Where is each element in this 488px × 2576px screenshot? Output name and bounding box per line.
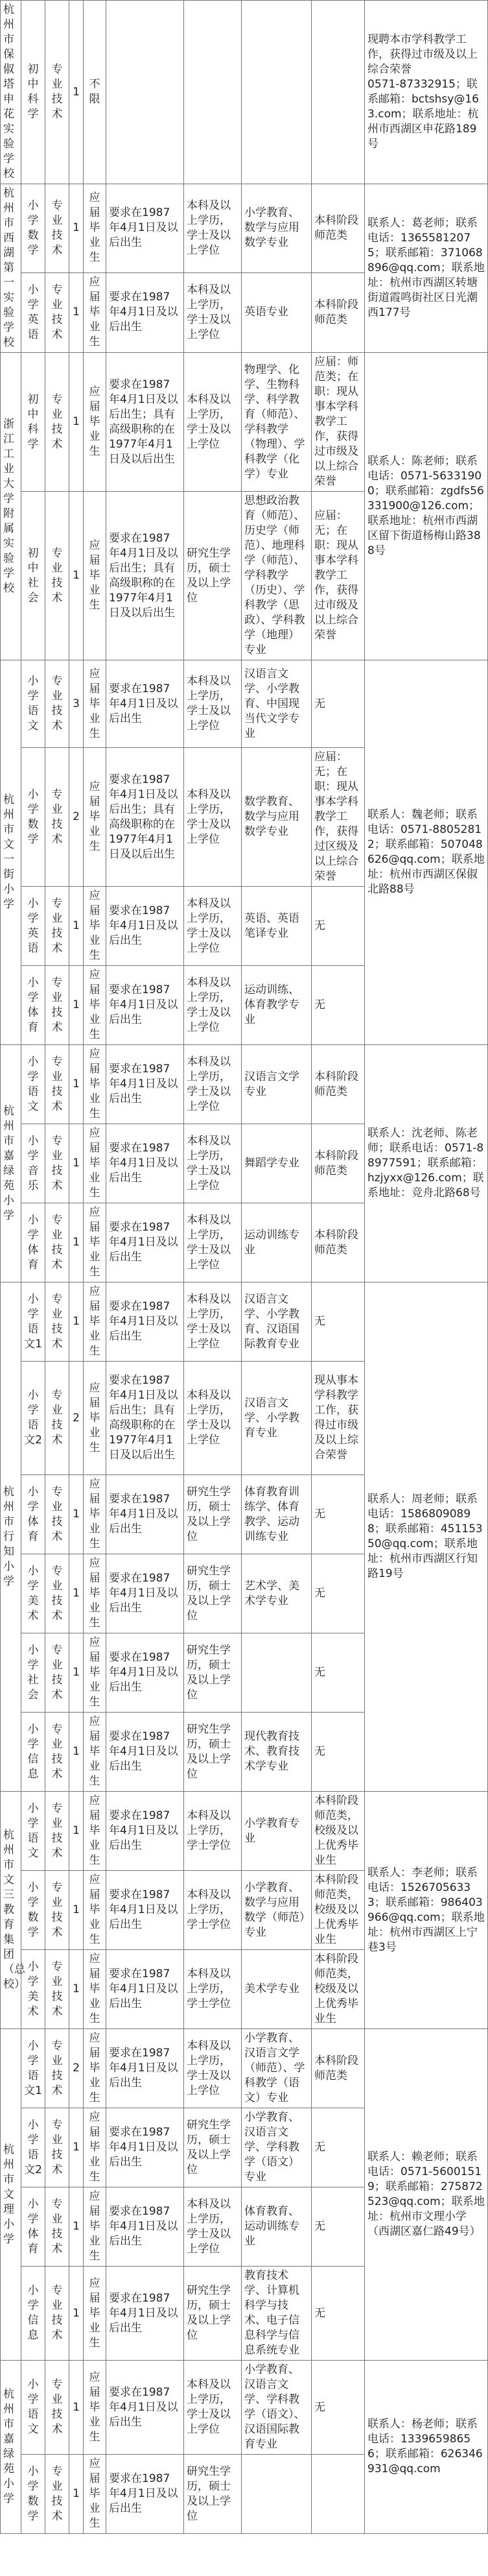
school-name-cell: 杭州市文一街小学 [1, 660, 21, 1045]
post-name-cell: 初中科学 [21, 353, 45, 492]
post-type-cell: 专业技术 [45, 492, 69, 660]
other-requirement-cell: 本科阶段师范类，校级及以上优秀毕业生 [312, 1871, 365, 1950]
candidate-source-cell: 应届毕业生 [84, 1475, 106, 1554]
candidate-source-cell: 应届毕业生 [84, 353, 106, 492]
post-type-cell: 专业技术 [45, 660, 69, 748]
other-requirement-cell: 本科阶段师范类 [312, 272, 365, 352]
candidate-source-cell: 应届毕业生 [84, 2029, 106, 2108]
candidate-source-cell: 应届毕业生 [84, 272, 106, 352]
post-type-cell: 专业技术 [45, 2455, 69, 2534]
contact-info-cell: 联系人：魏老师；联系电话：0571-88052812；联系邮箱：507048626@qq.com；联系地址：杭州市西湖区保俶北路88号 [365, 660, 488, 1045]
post-type-cell: 专业技术 [45, 1045, 69, 1124]
post-name-cell: 初中科学 [21, 1, 45, 184]
other-requirement-cell: 本科阶段师范类，校级及以上优秀毕业生 [312, 1792, 365, 1871]
post-type-cell: 专业技术 [45, 2108, 69, 2187]
post-type-cell: 专业技术 [45, 1792, 69, 1871]
candidate-source-cell: 应届毕业生 [84, 887, 106, 966]
education-requirement-cell: 本科及以上学历，学士及以上学位 [184, 2029, 242, 2108]
post-type-cell: 专业技术 [45, 1124, 69, 1203]
candidate-source-cell: 应届毕业生 [84, 492, 106, 660]
major-requirement-cell: 汉语言文学专业 [242, 1045, 312, 1124]
candidate-source-cell: 应届毕业生 [84, 2108, 106, 2187]
education-requirement-cell: 研究生学历，硕士及以上学位 [184, 1475, 242, 1554]
candidate-source-cell: 应届毕业生 [84, 1045, 106, 1124]
other-requirement-cell: 本科阶段师范类 [312, 1203, 365, 1282]
age-requirement-cell: 要求在1987年4月1日及以后出生 [106, 1713, 184, 1792]
age-requirement-cell: 要求在1987年4月1日及以后出生 [106, 660, 184, 748]
candidate-source-cell: 不限 [84, 1, 106, 184]
other-requirement-cell: 本科阶段师范类 [312, 1045, 365, 1124]
table-body [1, 1, 488, 2534]
education-requirement-cell: 本科及以上学历，学士及以上学位 [184, 184, 242, 273]
education-requirement-cell: 本科及以上学历，学士学位 [184, 1792, 242, 1871]
contact-details: 0571-87332915；联系邮箱：bctshsy@163.com；联系地址：杭州市西湖区申花路189号 [367, 78, 479, 150]
post-type-cell: 专业技术 [45, 1871, 69, 1950]
education-requirement-cell: 本科及以上学历，学士及以上学位 [184, 887, 242, 966]
post-name-cell: 小学英语 [21, 272, 45, 352]
post-type-cell: 专业技术 [45, 1282, 69, 1362]
post-name-cell: 小学数学 [21, 184, 45, 273]
education-requirement-cell: 研究生学历，硕士及以上学位 [184, 1713, 242, 1792]
education-requirement-cell: 本科及以上学历，学士及以上学位 [184, 1203, 242, 1282]
post-type-cell: 专业技术 [45, 966, 69, 1045]
table-row [1, 660, 488, 748]
table-row [1, 1792, 488, 1871]
post-type-cell: 专业技术 [45, 2361, 69, 2455]
contact-info-cell [365, 1, 488, 184]
age-requirement-cell: 要求在1987年4月1日及以后出生 [106, 2361, 184, 2455]
hire-count-cell: 1 [69, 1950, 84, 2029]
education-requirement-cell: 本科及以上学历，学士及以上学位 [184, 2361, 242, 2455]
post-name-cell: 小学语文2 [21, 2108, 45, 2187]
post-name-cell: 小学体育 [21, 1475, 45, 1554]
age-requirement-cell: 要求在1987年4月1日及以后出生 [106, 966, 184, 1045]
candidate-source-cell: 应届毕业生 [84, 2455, 106, 2534]
other-requirement-cell: 无 [312, 2187, 365, 2267]
hire-count-cell: 1 [69, 1, 84, 184]
post-name-cell: 小学信息 [21, 2267, 45, 2361]
table-row [1, 1282, 488, 1362]
contact-info-cell: 联系人：赖老师；联系电话：0571-56001519；联系邮箱：275872523@qq.com；联系地址：杭州市文理小学（西湖区嘉仁路49号） [365, 2029, 488, 2361]
age-requirement-cell: 要求在1987年4月1日及以后出生 [106, 2267, 184, 2361]
major-requirement-cell: 体育教育训练学、体育教学、运动训练专业 [242, 1475, 312, 1554]
candidate-source-cell: 应届毕业生 [84, 1713, 106, 1792]
post-name-cell: 小学数学 [21, 1871, 45, 1950]
education-requirement-cell: 本科及以上学历，学士学位 [184, 1871, 242, 1950]
major-requirement-cell: 小学教育、数学与应用数学（师范）专业 [242, 1871, 312, 1950]
major-requirement-cell: 运动训练专业 [242, 1203, 312, 1282]
post-type-cell: 专业技术 [45, 272, 69, 352]
post-type-cell: 专业技术 [45, 887, 69, 966]
post-name-cell: 小学信息 [21, 1713, 45, 1792]
post-name-cell: 小学语文2 [21, 1362, 45, 1475]
candidate-source-cell: 应届毕业生 [84, 748, 106, 887]
school-name-cell: 杭州市文三教育集团（总校） [1, 1792, 21, 2029]
candidate-source-cell: 应届毕业生 [84, 1554, 106, 1633]
other-requirement-cell: 现从事本学科教学工作，获得过市级及以上综合荣誉 [312, 1362, 365, 1475]
other-requirement-cell: 应届：无；在职：现从事本学科教学工作，获得过区级及以上综合荣誉 [312, 748, 365, 887]
major-requirement-cell: 美术学专业 [242, 1950, 312, 2029]
hire-count-cell: 1 [69, 1045, 84, 1124]
major-requirement-cell: 小学教育、汉语言文学（师范）、学科教学（语文）专业 [242, 2029, 312, 2108]
contact-note: 现聘本市学科教学工作，获得过市级及以上综合荣誉 [367, 33, 478, 76]
major-requirement-cell: 艺术学、美术学专业 [242, 1554, 312, 1633]
age-requirement-cell: 要求在1987年4月1日及以后出生；具有高级职称的在1977年4月1日及以后出生 [106, 748, 184, 887]
major-requirement-cell: 数学教育、数学与应用数学专业 [242, 748, 312, 887]
major-requirement-cell: 教育技术学、计算机科学与技术、电子信息科学与信息系统专业 [242, 2267, 312, 2361]
hire-count-cell: 1 [69, 492, 84, 660]
major-requirement-cell: 汉语言文学、小学教育、中国现当代文学专业 [242, 660, 312, 748]
hire-count-cell: 2 [69, 1362, 84, 1475]
major-requirement-cell [242, 2455, 312, 2534]
age-requirement-cell: 要求在1987年4月1日及以后出生 [106, 1475, 184, 1554]
education-requirement-cell: 本科及以上学历，学士及以上学位 [184, 272, 242, 352]
hire-count-cell: 1 [69, 2187, 84, 2267]
major-requirement-cell: 运动训练、体育教学专业 [242, 966, 312, 1045]
candidate-source-cell: 应届毕业生 [84, 1362, 106, 1475]
age-requirement-cell: 要求在1987年4月1日及以后出生 [106, 1045, 184, 1124]
other-requirement-cell: 本科阶段师范类 [312, 2029, 365, 2108]
post-name-cell: 小学体育 [21, 2187, 45, 2267]
major-requirement-cell: 思想政治教育（师范）、历史学（师范）、地理科学（师范）、学科教学（历史）、学科教学（思政）、学科教学（地理）专业 [242, 492, 312, 660]
hire-count-cell: 1 [69, 1633, 84, 1713]
education-requirement-cell: 研究生学历，硕士及以上学位 [184, 492, 242, 660]
hire-count-cell: 1 [69, 887, 84, 966]
major-requirement-cell: 物理学、化学、生物科学、科学教育（师范）、学科教学（物理）、学科教学（化学）专业 [242, 353, 312, 492]
education-requirement-cell: 本科及以上学历，学士及以上学位 [184, 353, 242, 492]
hire-count-cell: 1 [69, 184, 84, 273]
hire-count-cell: 1 [69, 2108, 84, 2187]
contact-info-cell: 联系人：杨老师；联系电话：13396598656；联系邮箱：626346931@qq.com [365, 2361, 488, 2534]
other-requirement-cell: 无 [312, 2361, 365, 2455]
other-requirement-cell: 无 [312, 1713, 365, 1792]
major-requirement-cell: 小学教育、汉语言文学、学科教学（语文）、汉语国际教育专业 [242, 2361, 312, 2455]
post-name-cell: 初中社会 [21, 492, 45, 660]
hire-count-cell: 1 [69, 1871, 84, 1950]
candidate-source-cell: 应届毕业生 [84, 1950, 106, 2029]
candidate-source-cell: 应届毕业生 [84, 1633, 106, 1713]
age-requirement-cell: 要求在1987年4月1日及以后出生 [106, 2108, 184, 2187]
candidate-source-cell: 应届毕业生 [84, 2267, 106, 2361]
hire-count-cell: 1 [69, 2455, 84, 2534]
candidate-source-cell: 应届毕业生 [84, 2361, 106, 2455]
post-type-cell: 专业技术 [45, 748, 69, 887]
school-name-cell: 杭州市嘉绿苑小学 [1, 1045, 21, 1282]
post-type-cell: 专业技术 [45, 353, 69, 492]
education-requirement-cell: 研究生学历，硕士及以上学位 [184, 2267, 242, 2361]
hire-count-cell: 1 [69, 2361, 84, 2455]
post-type-cell: 专业技术 [45, 2187, 69, 2267]
education-requirement-cell: 研究生学历，硕士及以上学位 [184, 2108, 242, 2187]
other-requirement-cell: 无 [312, 887, 365, 966]
other-requirement-cell: 无 [312, 1554, 365, 1633]
major-requirement-cell: 汉语言文学、小学教育、汉语国际教育专业 [242, 1282, 312, 1362]
hire-count-cell: 1 [69, 1713, 84, 1792]
age-requirement-cell: 要求在1987年4月1日及以后出生 [106, 1950, 184, 2029]
age-requirement-cell: 要求在1987年4月1日及以后出生 [106, 2455, 184, 2534]
other-requirement-cell: 应届：师范类；在职：现从事本学科教学工作，获得过市级及以上综合荣誉 [312, 353, 365, 492]
post-name-cell: 小学社会 [21, 1633, 45, 1713]
major-requirement-cell [242, 1, 312, 184]
major-requirement-cell: 舞蹈学专业 [242, 1124, 312, 1203]
education-requirement-cell: 本科及以上学历，学士学位 [184, 1950, 242, 2029]
hire-count-cell: 1 [69, 1282, 84, 1362]
other-requirement-cell: 无 [312, 966, 365, 1045]
hire-count-cell: 1 [69, 966, 84, 1045]
other-requirement-cell: 无 [312, 1282, 365, 1362]
age-requirement-cell: 要求在1987年4月1日及以后出生 [106, 1282, 184, 1362]
contact-info-cell: 联系人：李老师；联系电话：15267056333；联系邮箱：986403966@qq.com；联系地址：杭州市西湖区上宁巷3号 [365, 1792, 488, 2029]
hire-count-cell: 1 [69, 1203, 84, 1282]
candidate-source-cell: 应届毕业生 [84, 1871, 106, 1950]
candidate-source-cell: 应届毕业生 [84, 660, 106, 748]
table-row [1, 1045, 488, 1124]
contact-info-cell: 联系人：陈老师；联系电话：0571-56331900；联系邮箱：zgdfs56331900@126.com；联系地址：杭州市西湖区留下街道杨梅山路388号 [365, 353, 488, 660]
post-type-cell: 专业技术 [45, 1, 69, 184]
hire-count-cell: 1 [69, 353, 84, 492]
other-requirement-cell: 无 [312, 2267, 365, 2361]
major-requirement-cell: 体育教育、运动训练专业 [242, 2187, 312, 2267]
post-type-cell: 专业技术 [45, 1713, 69, 1792]
other-requirement-cell: 无 [312, 660, 365, 748]
school-name-cell: 浙江工业大学附属实验学校 [1, 353, 21, 660]
other-requirement-cell: 无 [312, 1475, 365, 1554]
age-requirement-cell: 要求在1987年4月1日及以后出生 [106, 887, 184, 966]
post-name-cell: 小学音乐 [21, 1124, 45, 1203]
post-name-cell: 小学美术 [21, 1950, 45, 2029]
hire-count-cell: 1 [69, 1792, 84, 1871]
major-requirement-cell: 现代教育技术、教育技术学专业 [242, 1713, 312, 1792]
hire-count-cell: 1 [69, 272, 84, 352]
hire-count-cell: 2 [69, 2029, 84, 2108]
candidate-source-cell: 应届毕业生 [84, 1203, 106, 1282]
post-name-cell: 小学语文1 [21, 2029, 45, 2108]
post-type-cell: 专业技术 [45, 184, 69, 273]
school-name-cell: 杭州市行知小学 [1, 1282, 21, 1792]
post-name-cell: 小学语文 [21, 1792, 45, 1871]
major-requirement-cell: 英语、英语笔译专业 [242, 887, 312, 966]
school-name-cell: 杭州市保俶塔申花实验学校 [1, 1, 21, 184]
age-requirement-cell: 要求在1987年4月1日及以后出生；具有高级职称的在1977年4月1日及以后出生 [106, 492, 184, 660]
post-type-cell: 专业技术 [45, 1633, 69, 1713]
post-name-cell: 小学语文1 [21, 1282, 45, 1362]
candidate-source-cell: 应届毕业生 [84, 1124, 106, 1203]
education-requirement-cell: 本科及以上学历，学士及以上学位 [184, 660, 242, 748]
hire-count-cell: 3 [69, 660, 84, 748]
hire-count-cell: 1 [69, 1124, 84, 1203]
other-requirement-cell: 无 [312, 1633, 365, 1713]
education-requirement-cell: 本科及以上学历，学士及以上学位 [184, 2187, 242, 2267]
education-requirement-cell: 本科及以上学历，学士及以上学位 [184, 1045, 242, 1124]
post-type-cell: 专业技术 [45, 1554, 69, 1633]
education-requirement-cell: 研究生学历，硕士及以上学位 [184, 2455, 242, 2534]
age-requirement-cell: 要求在1987年4月1日及以后出生；具有高级职称的在1977年4月1日及以后出生 [106, 1362, 184, 1475]
post-name-cell: 小学数学 [21, 748, 45, 887]
age-requirement-cell: 要求在1987年4月1日及以后出生 [106, 272, 184, 352]
post-type-cell: 专业技术 [45, 2029, 69, 2108]
hire-count-cell: 1 [69, 1554, 84, 1633]
post-name-cell: 小学语文 [21, 2361, 45, 2455]
education-requirement-cell: 本科及以上学历，学士及以上学位 [184, 966, 242, 1045]
age-requirement-cell: 要求在1987年4月1日及以后出生；具有高级职称的在1977年4月1日及以后出生 [106, 353, 184, 492]
other-requirement-cell: 无 [312, 2108, 365, 2187]
post-name-cell: 小学数学 [21, 2455, 45, 2534]
post-name-cell: 小学体育 [21, 1203, 45, 1282]
table-row [1, 1, 488, 184]
table-row [1, 184, 488, 273]
other-requirement-cell: 应届：无；在职：现从事本学科教学工作，获得过市级及以上综合荣誉 [312, 492, 365, 660]
hire-count-cell: 1 [69, 2267, 84, 2361]
post-name-cell: 小学体育 [21, 966, 45, 1045]
major-requirement-cell: 小学教育、汉语言文学、学科教学（语文）专业 [242, 2108, 312, 2187]
school-name-cell: 杭州市文理小学 [1, 2029, 21, 2361]
age-requirement-cell: 要求在1987年4月1日及以后出生 [106, 1554, 184, 1633]
post-type-cell: 专业技术 [45, 1203, 69, 1282]
candidate-source-cell: 应届毕业生 [84, 966, 106, 1045]
contact-info-cell: 联系人：葛老师；联系电话：13655812075；联系邮箱：371068896@qq.com；联系地址：杭州市西湖区转塘街道霞鸣街社区日光潮西177号 [365, 184, 488, 353]
education-requirement-cell: 本科及以上学历，学士及以上学位 [184, 1362, 242, 1475]
candidate-source-cell: 应届毕业生 [84, 1792, 106, 1871]
post-name-cell: 小学美术 [21, 1554, 45, 1633]
age-requirement-cell [106, 1, 184, 184]
post-type-cell: 专业技术 [45, 1950, 69, 2029]
education-requirement-cell: 研究生学历，硕士及以上学位 [184, 1554, 242, 1633]
post-type-cell: 专业技术 [45, 2267, 69, 2361]
education-requirement-cell: 研究生学历，硕士及以上学位 [184, 1633, 242, 1713]
major-requirement-cell: 英语专业 [242, 272, 312, 352]
education-requirement-cell: 本科及以上学历，学士及以上学位 [184, 748, 242, 887]
table-row [1, 353, 488, 492]
age-requirement-cell: 要求在1987年4月1日及以后出生 [106, 1633, 184, 1713]
candidate-source-cell: 应届毕业生 [84, 2187, 106, 2267]
other-requirement-cell [312, 1, 365, 184]
major-requirement-cell: 小学教育、数学与应用数学专业 [242, 184, 312, 273]
other-requirement-cell: 本科阶段师范类 [312, 184, 365, 273]
post-type-cell: 专业技术 [45, 1362, 69, 1475]
age-requirement-cell: 要求在1987年4月1日及以后出生 [106, 1871, 184, 1950]
major-requirement-cell: 汉语言文学、小学教育专业 [242, 1362, 312, 1475]
age-requirement-cell: 要求在1987年4月1日及以后出生 [106, 2029, 184, 2108]
other-requirement-cell: 本科阶段师范类 [312, 1124, 365, 1203]
post-type-cell: 专业技术 [45, 1475, 69, 1554]
candidate-source-cell: 应届毕业生 [84, 184, 106, 273]
age-requirement-cell: 要求在1987年4月1日及以后出生 [106, 1203, 184, 1282]
post-name-cell: 小学英语 [21, 887, 45, 966]
school-name-cell: 杭州市嘉绿苑小学 [1, 2361, 21, 2534]
contact-info-cell: 联系人：沈老师、陈老师；联系电话：0571-88977591；联系邮箱：hzjyxx@126.com；联系地址：竞舟北路68号 [365, 1045, 488, 1282]
post-name-cell: 小学语文 [21, 1045, 45, 1124]
education-requirement-cell: 本科及以上学历，学士及以上学位 [184, 1282, 242, 1362]
age-requirement-cell: 要求在1987年4月1日及以后出生 [106, 2187, 184, 2267]
table-row [1, 2029, 488, 2108]
post-name-cell: 小学语文 [21, 660, 45, 748]
age-requirement-cell: 要求在1987年4月1日及以后出生 [106, 1124, 184, 1203]
education-requirement-cell: 本科及以上学历，学士及以上学位 [184, 1124, 242, 1203]
other-requirement-cell: 本科阶段师范类，校级及以上优秀毕业生 [312, 1950, 365, 2029]
major-requirement-cell [242, 1633, 312, 1713]
candidate-source-cell: 应届毕业生 [84, 1282, 106, 1362]
hire-count-cell: 2 [69, 748, 84, 887]
age-requirement-cell: 要求在1987年4月1日及以后出生 [106, 1792, 184, 1871]
school-name-cell: 杭州市西湖第一实验学校 [1, 184, 21, 353]
major-requirement-cell: 小学教育专业 [242, 1792, 312, 1871]
table-row [1, 2361, 488, 2455]
education-requirement-cell [184, 1, 242, 184]
hire-count-cell: 1 [69, 1475, 84, 1554]
age-requirement-cell: 要求在1987年4月1日及以后出生 [106, 184, 184, 273]
contact-info-cell: 联系人：周老师；联系电话：15868090898；联系邮箱：45115350@qq.com；联系地址：杭州市西湖区行知路19号 [365, 1282, 488, 1792]
other-requirement-cell [312, 2455, 365, 2534]
